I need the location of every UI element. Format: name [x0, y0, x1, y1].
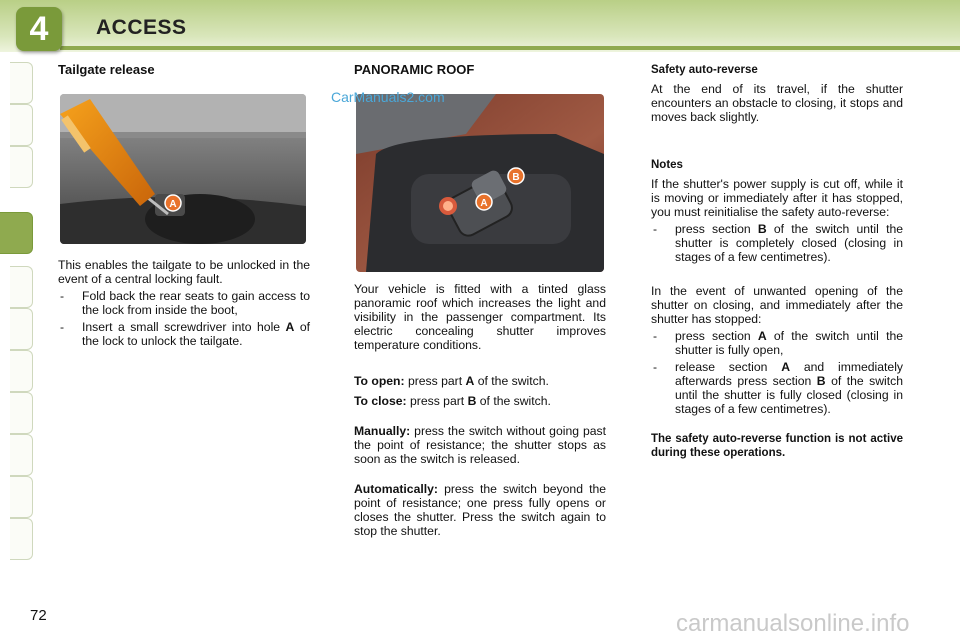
- unwanted-step-2: - release section A and immediately afterwards press section B of the switch until the shutter is fully closed (closing in stages of a few centimetres).: [651, 360, 903, 416]
- photo-label-a: A: [169, 199, 177, 210]
- roof-text: [354, 282, 606, 538]
- chapter-number-badge: 4: [16, 7, 62, 51]
- panoramic-roof-section: [354, 63, 606, 77]
- notes-list: [651, 222, 903, 264]
- tailgate-step-1: - Fold back the rear seats to gain access to the lock from inside the boot,: [58, 289, 310, 317]
- tailgate-text: [58, 258, 310, 348]
- unwanted-step-1: - press section A of the switch until the shutter is fully open,: [651, 329, 903, 357]
- chapter-tabs: [0, 62, 34, 582]
- watermark-carmanualsonline: carmanualsonline.info: [676, 610, 910, 637]
- chapter-tab-9[interactable]: [10, 434, 33, 476]
- notes-text: If the shutter's power supply is cut off, while it is moving or immediately after it has stopped, you must reinitialise the safety auto-reverse:: [651, 177, 903, 219]
- chapter-tab-1[interactable]: [10, 62, 33, 104]
- chapter-tab-8[interactable]: [10, 392, 33, 434]
- unwanted-opening-text: In the event of unwanted opening of the shutter on closing, and immediately after the shutter has stopped:: [651, 284, 903, 326]
- roof-switch-photo: [356, 94, 604, 272]
- chapter-tab-7[interactable]: [10, 350, 33, 392]
- page-number: 72: [30, 607, 47, 624]
- tailgate-section: [58, 63, 310, 77]
- note-step-1: - press section B of the switch until the shutter is completely closed (closing in stages of a few centimetres).: [651, 222, 903, 264]
- chapter-tab-5[interactable]: [10, 266, 33, 308]
- tailgate-step-2: - Insert a small screwdriver into hole A of the lock to unlock the tailgate.: [58, 320, 310, 348]
- roof-close-instruction: To close: press part B of the switch.: [354, 394, 551, 408]
- tailgate-intro: This enables the tailgate to be unlocked in the event of a central locking fault.: [58, 258, 310, 286]
- safety-section: [651, 63, 903, 460]
- tailgate-lock-photo: [60, 94, 306, 244]
- roof-manual-mode: Manually: press the switch without going past the point of resistance; the shutter stops as soon as the switch is released.: [354, 424, 606, 466]
- watermark-carmanuals2: CarManuals2.com: [331, 89, 445, 105]
- unwanted-opening-steps: [651, 329, 903, 416]
- chapter-tab-3[interactable]: [10, 146, 33, 188]
- roof-intro: Your vehicle is fitted with a tinted glass panoramic roof which increases the light and visibility in the passenger compartment. Its electric concealing shutter improves temperature conditions.: [354, 282, 606, 352]
- panoramic-roof-heading: PANORAMIC ROOF: [354, 62, 475, 77]
- chapter-tab-10[interactable]: [10, 476, 33, 518]
- safety-warning: The safety auto-reverse function is not active during these operations.: [651, 433, 903, 459]
- chapter-tab-2[interactable]: [10, 104, 33, 146]
- chapter-tab-6[interactable]: [10, 308, 33, 350]
- photo-label-b: B: [512, 172, 520, 183]
- tailgate-heading: Tailgate release: [58, 62, 155, 77]
- photo-label-a: A: [480, 198, 488, 209]
- tailgate-steps: [58, 289, 310, 348]
- notes-heading: Notes: [651, 159, 683, 171]
- safety-text: At the end of its travel, if the shutter encounters an obstacle to closing, it stops and moves back slightly.: [651, 82, 903, 124]
- chapter-tab-4-active[interactable]: [0, 212, 33, 254]
- chapter-tab-11[interactable]: [10, 518, 33, 560]
- chapter-title: ACCESS: [96, 16, 187, 39]
- header-rule: [60, 46, 960, 50]
- roof-auto-mode: Automatically: press the switch beyond the point of resistance; one press fully opens or closes the shutter. Press the switch again to stop the shutter.: [354, 482, 607, 538]
- roof-open-instruction: To open: press part A of the switch.: [354, 374, 549, 388]
- safety-heading: Safety auto-reverse: [651, 64, 758, 76]
